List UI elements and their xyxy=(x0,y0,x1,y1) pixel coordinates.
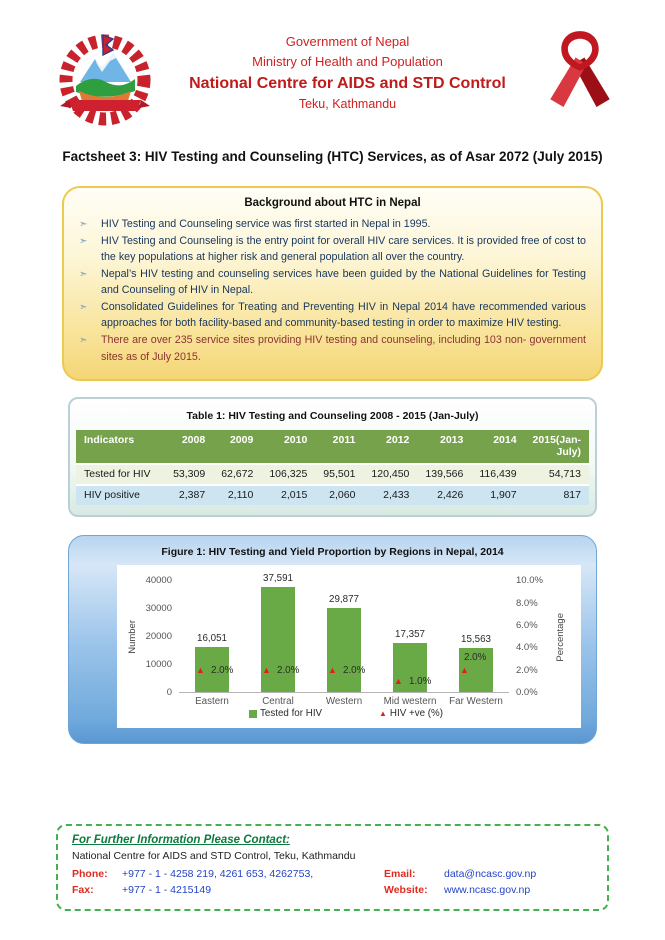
table-cell: 2,426 xyxy=(417,485,471,505)
legend-item xyxy=(379,708,443,719)
table-cell: 95,501 xyxy=(315,464,363,485)
table-cell: 120,450 xyxy=(363,464,417,485)
bar-tested-for-hiv xyxy=(327,608,361,692)
contact-title: For Further Information Please Contact: xyxy=(72,834,290,847)
bar-value-label: 37,591 xyxy=(263,573,293,585)
y-tick-label: 0 xyxy=(166,687,172,699)
email-label: Email: xyxy=(384,868,416,881)
legend-item xyxy=(249,708,322,719)
table-cell: 106,325 xyxy=(261,464,315,485)
header xyxy=(0,0,665,133)
bullet-text: Nepal’s HIV testing and counseling services have been guided by the National Guidelines for Testing and Counseling of HIV in Nepal. xyxy=(101,267,586,297)
contact-row-fax xyxy=(72,882,593,898)
header-line-government: Government of Nepal xyxy=(285,34,410,49)
table-cell: 2,433 xyxy=(363,485,417,505)
table-cell: 2,060 xyxy=(315,485,363,505)
red-aids-ribbon xyxy=(527,28,613,125)
pct-tick-label: 4.0% xyxy=(516,642,538,654)
bar-value-label: 29,877 xyxy=(329,594,359,606)
background-bullets xyxy=(79,216,586,365)
figure1-container xyxy=(68,535,597,744)
chart-legend xyxy=(179,708,509,722)
figure1-chart xyxy=(117,565,581,728)
bullet-item xyxy=(79,299,586,332)
y-tick-label: 10000 xyxy=(145,659,172,671)
phone-value: +977 - 1 - 4258 219, 4261 653, 4262753, xyxy=(122,868,314,881)
table-row-label: Tested for HIV xyxy=(76,464,165,485)
contact-org: National Centre for AIDS and STD Control, Teku, Kathmandu xyxy=(72,850,356,863)
marker-value-label: 1.0% xyxy=(409,676,432,688)
legend-triangle-icon: ▲ xyxy=(379,708,387,718)
bar-value-label: 16,051 xyxy=(197,633,227,645)
bullet-item xyxy=(79,266,586,299)
y-tick-label: 20000 xyxy=(145,631,172,643)
bullet-item xyxy=(79,332,586,365)
background-box xyxy=(62,186,603,381)
header-line-location: Teku, Kathmandu xyxy=(298,97,397,112)
y-tick-label: 40000 xyxy=(145,575,172,587)
plot-wrap xyxy=(179,573,509,722)
nepal-emblem-icon xyxy=(50,28,160,128)
table-cell: 2,110 xyxy=(213,485,261,505)
pct-tick-label: 6.0% xyxy=(516,620,538,632)
table-cell: 54,713 xyxy=(525,464,589,485)
pct-tick-label: 8.0% xyxy=(516,597,538,609)
phone-label: Phone: xyxy=(72,868,108,881)
x-axis-label: Western xyxy=(325,696,363,708)
legend-square-icon xyxy=(249,710,257,718)
website-label: Website: xyxy=(384,884,428,897)
aids-ribbon-icon xyxy=(547,28,613,120)
table1-header-cell: 2011 xyxy=(315,430,363,464)
hiv-positive-marker: ▲ xyxy=(262,664,271,675)
right-axis-ticks xyxy=(509,575,553,699)
table-cell: 2,387 xyxy=(165,485,213,505)
pct-tick-label: 10.0% xyxy=(516,575,543,587)
website-link[interactable]: www.ncasc.gov.np xyxy=(444,884,531,897)
bullet-text: HIV Testing and Counseling service was first started in Nepal in 1995. xyxy=(101,218,431,230)
table1-container xyxy=(68,397,597,517)
marker-value-label: 2.0% xyxy=(211,664,234,676)
arrow-bullet-icon: ➣ xyxy=(79,268,88,280)
header-line-ministry: Ministry of Health and Population xyxy=(252,54,443,70)
figure1-caption: Figure 1: HIV Testing and Yield Proportion by Regions in Nepal, 2014 xyxy=(161,546,504,559)
table-row-label: HIV positive xyxy=(76,485,165,505)
arrow-bullet-icon: ➣ xyxy=(79,301,88,313)
contact-row-phone xyxy=(72,866,593,882)
header-text-block xyxy=(168,28,527,114)
table1-header-cell: 2012 xyxy=(363,430,417,464)
bullet-text: Consolidated Guidelines for Treating and Preventing HIV in Nepal 2014 have recommended various approaches for both facility-based and community-based testing in order to maximize HIV testing. xyxy=(101,300,586,330)
hiv-positive-marker: ▲ xyxy=(196,664,205,675)
bar-value-label: 15,563 xyxy=(461,634,491,646)
bar-value-label: 17,357 xyxy=(395,629,425,641)
marker-value-label: 2.0% xyxy=(277,664,300,676)
table1-header-cell: Indicators xyxy=(76,430,165,464)
bullet-item xyxy=(79,233,586,266)
right-axis-title: Percentage xyxy=(554,612,566,662)
table-cell: 817 xyxy=(525,485,589,505)
legend-label: Tested for HIV xyxy=(260,708,323,720)
x-axis-label: Far Western xyxy=(449,696,503,708)
table1-header-row xyxy=(76,430,589,464)
table-cell: 139,566 xyxy=(417,464,471,485)
bullet-text: There are over 235 service sites providing HIV testing and counseling, including 103 non- government sites as of July 2015. xyxy=(101,334,586,363)
table-cell: 62,672 xyxy=(213,464,261,485)
table-cell: 2,015 xyxy=(261,485,315,505)
arrow-bullet-icon: ➣ xyxy=(79,235,88,247)
table1-header-cell: 2009 xyxy=(213,430,261,464)
table-cell: 53,309 xyxy=(165,464,213,485)
table1-header-cell: 2013 xyxy=(417,430,471,464)
left-axis-ticks xyxy=(139,575,179,699)
arrow-bullet-icon: ➣ xyxy=(79,335,88,347)
x-axis-label: Mid western xyxy=(383,696,437,708)
marker-value-label: 2.0% xyxy=(464,651,487,663)
x-axis-label: Central xyxy=(262,696,294,708)
left-axis-title: Number xyxy=(126,620,138,655)
table-row xyxy=(76,485,589,505)
x-axis-labels xyxy=(179,696,509,707)
arrow-bullet-icon: ➣ xyxy=(79,219,88,230)
contact-box xyxy=(56,824,609,911)
pct-tick-label: 2.0% xyxy=(516,664,538,676)
table-cell: 116,439 xyxy=(471,464,524,485)
nepal-government-emblem xyxy=(50,28,168,133)
background-heading: Background about HTC in Nepal xyxy=(244,197,421,209)
email-link[interactable]: data@ncasc.gov.np xyxy=(444,868,537,881)
table-cell: 1,907 xyxy=(471,485,524,505)
table-row xyxy=(76,464,589,485)
fax-value: +977 - 1 - 4215149 xyxy=(122,884,212,897)
table1-header-cell: 2015(Jan-July) xyxy=(525,430,589,464)
hiv-positive-marker: ▲ xyxy=(460,664,469,675)
table1-header-cell: 2014 xyxy=(471,430,524,464)
hiv-positive-marker: ▲ xyxy=(394,676,403,687)
bullet-text: HIV Testing and Counseling is the entry point for overall HIV care services. It is provided free of cost to the key populations at higher risk and general population all over the country. xyxy=(101,234,586,264)
legend-label: HIV +ve (%) xyxy=(389,708,444,720)
table1-header-cell: 2010 xyxy=(261,430,315,464)
bar-tested-for-hiv xyxy=(261,587,295,692)
table1-header-cell: 2008 xyxy=(165,430,213,464)
marker-value-label: 2.0% xyxy=(343,664,366,676)
header-line-centre: National Centre for AIDS and STD Control xyxy=(189,75,506,93)
table1-body xyxy=(76,464,589,505)
pct-tick-label: 0.0% xyxy=(516,687,538,699)
figure1-plot xyxy=(179,573,509,693)
hiv-positive-marker: ▲ xyxy=(328,664,337,675)
table1-caption: Table 1: HIV Testing and Counseling 2008 - 2015 (Jan-July) xyxy=(186,410,479,423)
page-title: Factsheet 3: HIV Testing and Counseling (HTC) Services, as of Asar 2072 (July 2015) xyxy=(62,149,603,164)
bullet-item xyxy=(79,216,586,233)
fax-label: Fax: xyxy=(72,884,94,897)
x-axis-label: Eastern xyxy=(195,696,229,708)
y-tick-label: 30000 xyxy=(145,603,172,615)
table1 xyxy=(76,430,589,505)
